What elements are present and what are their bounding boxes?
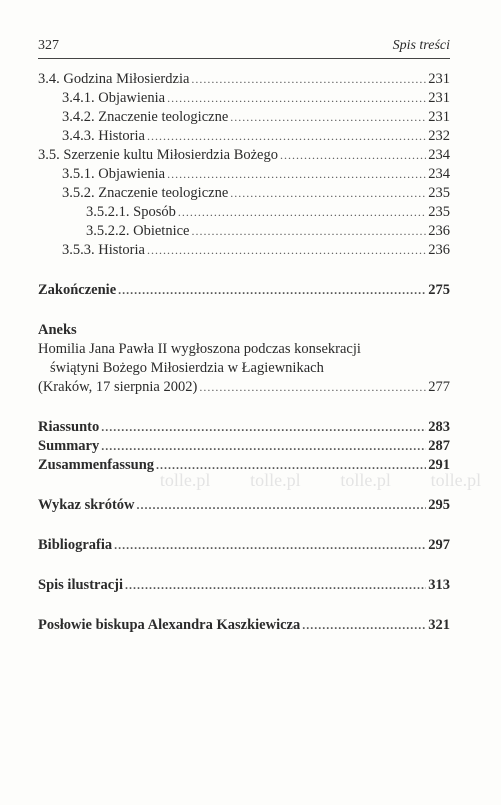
toc-entry-riassunto — [38, 418, 450, 437]
toc-entry — [38, 165, 450, 184]
leader-dots — [191, 70, 426, 89]
toc-entry-label: Wykaz skrótów — [38, 497, 135, 513]
toc-entry — [38, 70, 450, 89]
toc-entry-bibliografia — [38, 536, 450, 555]
leader-dots — [101, 437, 426, 456]
toc-entry-label: 3.5.2.2. Obietnice — [86, 223, 190, 239]
spacer — [38, 475, 450, 496]
toc-entry-label: 3.5.2. Znaczenie teologiczne — [62, 185, 229, 201]
spacer — [38, 555, 450, 576]
leader-dots — [118, 281, 426, 300]
leader-dots — [199, 378, 426, 397]
aneks-line: Homilia Jana Pawła II wygłoszona podczas konsekracji — [38, 341, 361, 357]
toc-entry — [38, 89, 450, 108]
spacer — [38, 595, 450, 616]
leader-dots — [114, 536, 426, 555]
spacer — [38, 260, 450, 281]
toc-entry-label: Zakończenie — [38, 282, 117, 298]
leader-dots — [230, 108, 426, 127]
leader-dots — [167, 89, 426, 108]
leader-dots — [192, 222, 427, 241]
running-title: Spis treści — [392, 38, 450, 53]
toc-entry-page: 321 — [428, 617, 450, 633]
toc-entry-label: (Kraków, 17 sierpnia 2002) — [38, 379, 198, 395]
toc-entry — [38, 184, 450, 203]
leader-dots — [302, 616, 426, 635]
leader-dots — [167, 165, 426, 184]
watermark-text: tolle.pl — [430, 470, 482, 490]
toc-entry — [38, 222, 450, 241]
toc-entry-label: 3.5.3. Historia — [62, 242, 145, 258]
table-of-contents — [38, 70, 450, 635]
toc-entry-label: 3.5.1. Objawienia — [62, 166, 166, 182]
leader-dots — [230, 184, 426, 203]
leader-dots — [147, 127, 426, 146]
toc-entry-page: 277 — [428, 379, 450, 395]
leader-dots — [178, 203, 426, 222]
toc-entry-spis-ilustracji — [38, 576, 450, 595]
toc-entry-page: 295 — [428, 497, 450, 513]
toc-entry-page: 275 — [428, 282, 450, 298]
toc-entry-poslowie — [38, 616, 450, 635]
toc-entry — [38, 108, 450, 127]
leader-dots — [101, 418, 426, 437]
toc-entry-label: 3.4.2. Znaczenie teologiczne — [62, 109, 229, 125]
toc-entry-page: 234 — [428, 166, 450, 182]
toc-entry-label: 3.4.3. Historia — [62, 128, 145, 144]
toc-entry-label: Summary — [38, 438, 100, 454]
toc-entry-label: 3.5.2.1. Sposób — [86, 204, 176, 220]
toc-entry-summary — [38, 437, 450, 456]
toc-entry-label: Zusammenfassung — [38, 457, 155, 473]
toc-entry-label: Spis ilustracji — [38, 577, 123, 593]
toc-entry-page: 283 — [428, 419, 450, 435]
toc-entry — [38, 203, 450, 222]
toc-entry-page: 235 — [428, 204, 450, 220]
toc-entry-page: 236 — [428, 242, 450, 258]
leader-dots — [125, 576, 426, 595]
toc-entry-label: Riassunto — [38, 419, 100, 435]
toc-entry-label: Posłowie biskupa Alexandra Kaszkiewicza — [38, 617, 301, 633]
spacer — [38, 397, 450, 418]
toc-entry-label: 3.5. Szerzenie kultu Miłosierdzia Bożego — [38, 147, 278, 163]
aneks-title: Aneks — [38, 322, 77, 338]
toc-entry-label: 3.4.1. Objawienia — [62, 90, 166, 106]
toc-entry-page: 234 — [428, 147, 450, 163]
aneks-line: świątyni Bożego Miłosierdzia w Łagiewnikach — [50, 360, 324, 376]
toc-entry-page: 232 — [428, 128, 450, 144]
toc-entry-zusammenfassung — [38, 456, 450, 475]
spacer — [38, 300, 450, 321]
toc-entry-page: 313 — [428, 577, 450, 593]
toc-entry — [38, 146, 450, 165]
toc-entry-label: 3.4. Godzina Miłosierdzia — [38, 71, 190, 87]
toc-entry — [38, 127, 450, 146]
leader-dots — [137, 496, 427, 515]
toc-entry-page: 231 — [428, 71, 450, 87]
toc-entry-page: 231 — [428, 109, 450, 125]
toc-entry-wykaz — [38, 496, 450, 515]
page-header — [38, 36, 450, 59]
watermark-text: tolle.pl — [250, 470, 301, 490]
toc-entry-page: 291 — [428, 457, 450, 473]
watermark-text: tolle.pl — [159, 470, 211, 490]
page-number: 327 — [38, 38, 59, 53]
toc-entry — [38, 241, 450, 260]
toc-entry-page: 297 — [428, 537, 450, 553]
toc-entry-page: 235 — [428, 185, 450, 201]
leader-dots — [280, 146, 426, 165]
toc-entry-page: 231 — [428, 90, 450, 106]
spacer — [38, 515, 450, 536]
toc-entry-aneks — [38, 378, 450, 397]
toc-entry-page: 236 — [428, 223, 450, 239]
leader-dots — [156, 456, 426, 475]
leader-dots — [147, 241, 426, 260]
watermark-text: tolle.pl — [340, 470, 391, 490]
toc-entry-label: Bibliografia — [38, 537, 113, 553]
toc-entry-zakonczenie — [38, 281, 450, 300]
toc-entry-page: 287 — [428, 438, 450, 454]
